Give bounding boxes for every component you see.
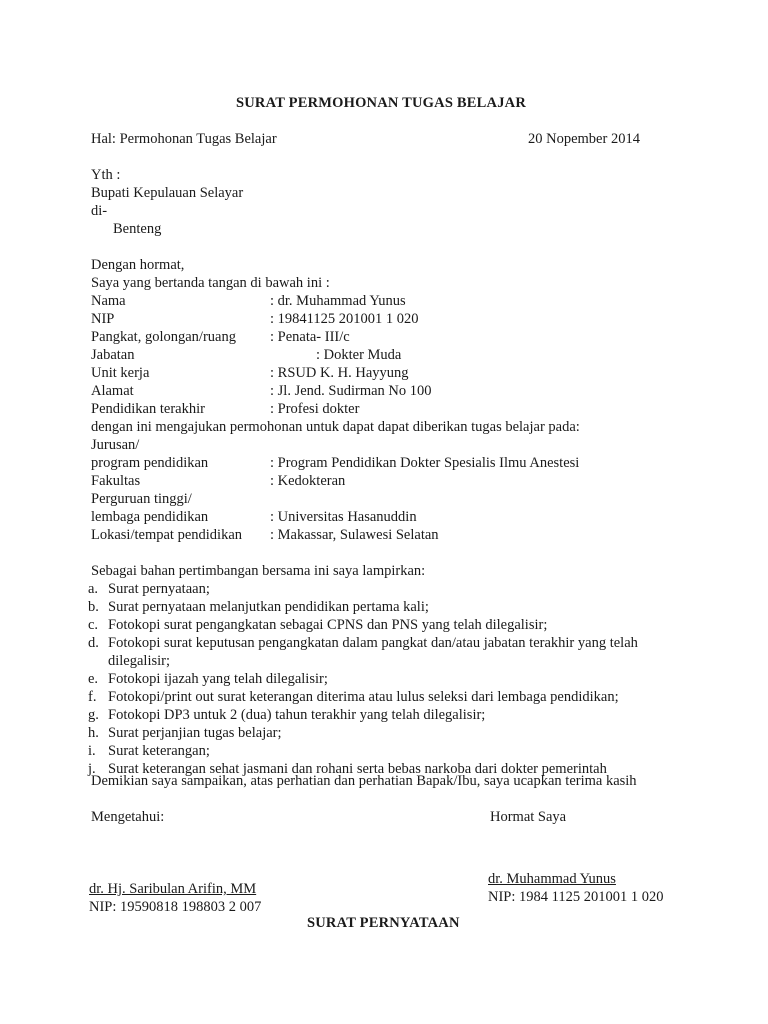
list-item-text: Fotokopi surat pengangkatan sebagai CPNS dan PNS yang telah dilegalisir; (108, 617, 548, 633)
study-program-label: program pendidikan (91, 455, 209, 471)
recipient-place: Benteng (113, 221, 162, 237)
list-item (88, 634, 748, 670)
list-item-letter: g. (88, 707, 99, 723)
list-item-text: Fotokopi DP3 untuk 2 (dua) tahun terakhir yang telah dilegalisir; (108, 707, 486, 723)
field-label-alamat: Alamat (91, 383, 134, 399)
list-item (88, 670, 748, 688)
study-program-value: : Program Pendidikan Dokter Spesialis Ilmu Anestesi (270, 455, 580, 471)
study-jurusan-label: Jurusan/ (91, 437, 140, 453)
field-value-unit-kerja: : RSUD K. H. Hayyung (270, 365, 409, 381)
field-label-nama: Nama (91, 293, 126, 309)
attachments-intro: Sebagai bahan pertimbangan bersama ini saya lampirkan: (91, 563, 426, 579)
study-lembaga-label: lembaga pendidikan (91, 509, 209, 525)
list-item-text: Surat pernyataan; (108, 581, 210, 597)
signature-left-title: Mengetahui: (91, 809, 165, 825)
list-item (88, 688, 748, 706)
list-item (88, 706, 748, 724)
list-item-letter: c. (88, 617, 99, 633)
request-line: dengan ini mengajukan permohonan untuk dapat dapat diberikan tugas belajar pada: (91, 419, 580, 435)
list-item-letter: e. (88, 671, 99, 687)
closing-line: Demikian saya sampaikan, atas perhatian dan perhatian Bapak/Ibu, saya ucapkan terima kasih (91, 773, 637, 789)
attachments-list (88, 580, 748, 778)
field-value-pendidikan: : Profesi dokter (270, 401, 360, 417)
recipient-name: Bupati Kepulauan Selayar (91, 185, 244, 201)
intro-line: Saya yang bertanda tangan di bawah ini : (91, 275, 330, 291)
field-value-pangkat: : Penata- III/c (270, 329, 350, 345)
recipient-di: di- (91, 203, 108, 219)
list-item-letter: h. (88, 725, 99, 741)
subject-line: Hal: Permohonan Tugas Belajar (91, 131, 277, 147)
list-item-letter: a. (88, 581, 99, 597)
list-item-text: Fotokopi/print out surat keterangan diterima atau lulus seleksi dari lembaga pendidikan; (108, 689, 619, 705)
letter-date: 20 Nopember 2014 (528, 131, 640, 147)
list-item-text: Surat pernyataan melanjutkan pendidikan pertama kali; (108, 599, 429, 615)
recipient-yth: Yth : (91, 167, 121, 183)
field-label-pendidikan: Pendidikan terakhir (91, 401, 205, 417)
list-item-letter: d. (88, 635, 99, 651)
field-value-nip: : 19841125 201001 1 020 (270, 311, 419, 327)
study-lokasi-label: Lokasi/tempat pendidikan (91, 527, 243, 543)
list-item-text: Fotokopi ijazah yang telah dilegalisir; (108, 671, 328, 687)
field-label-pangkat: Pangkat, golongan/ruang (91, 329, 236, 345)
study-pt-label: Perguruan tinggi/ (91, 491, 192, 507)
field-label-nip: NIP (91, 311, 115, 327)
list-item-letter: j. (88, 761, 96, 777)
field-label-unit-kerja: Unit kerja (91, 365, 150, 381)
list-item-letter: f. (88, 689, 97, 705)
document-title: SURAT PERMOHONAN TUGAS BELAJAR (236, 95, 526, 111)
signature-right-nip: NIP: 1984 1125 201001 1 020 (488, 889, 664, 905)
list-item-text: Surat keterangan; (108, 743, 210, 759)
field-value-jabatan: : Dokter Muda (316, 347, 402, 363)
field-label-jabatan: Jabatan (91, 347, 135, 363)
list-item (88, 742, 748, 760)
field-value-nama: : dr. Muhammad Yunus (270, 293, 406, 309)
signature-left-nip: NIP: 19590818 198803 2 007 (89, 899, 262, 915)
list-item (88, 598, 748, 616)
list-item-text: Surat keterangan sehat jasmani dan rohani serta bebas narkoba dari dokter pemerintah (108, 761, 607, 777)
field-value-alamat: : Jl. Jend. Sudirman No 100 (270, 383, 432, 399)
list-item-letter: b. (88, 599, 99, 615)
list-item-text: Surat perjanjian tugas belajar; (108, 725, 282, 741)
study-lokasi-value: : Makassar, Sulawesi Selatan (270, 527, 439, 543)
greeting: Dengan hormat, (91, 257, 185, 273)
list-item (88, 724, 748, 742)
next-section-heading: SURAT PERNYATAAN (307, 915, 460, 931)
study-fakultas-label: Fakultas (91, 473, 141, 489)
list-item (88, 580, 748, 598)
list-item-letter: i. (88, 743, 96, 759)
signature-right-title: Hormat Saya (490, 809, 567, 825)
list-item (88, 616, 748, 634)
list-item-text: Fotokopi surat keputusan pengangkatan dalam pangkat dan/atau jabatan terakhir yang telah dilegalisir; (108, 635, 638, 669)
study-lembaga-value: : Universitas Hasanuddin (270, 509, 417, 525)
signature-right-name: dr. Muhammad Yunus (488, 871, 616, 887)
study-fakultas-value: : Kedokteran (270, 473, 346, 489)
signature-left-name: dr. Hj. Saribulan Arifin, MM (89, 881, 257, 897)
